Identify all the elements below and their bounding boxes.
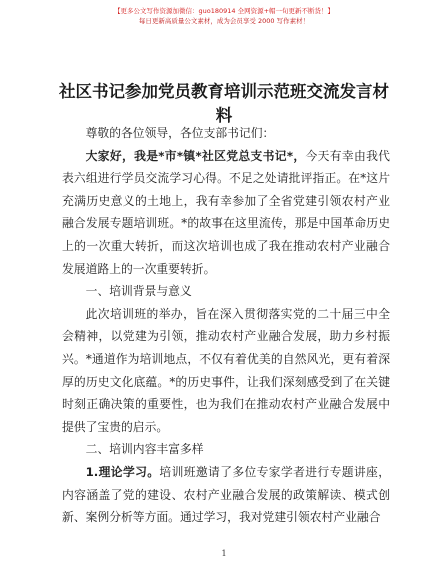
document-body: [62, 122, 390, 529]
document-title: 社区书记参加党员教育培训示范班交流发言材料: [59, 82, 389, 125]
page-number: 1: [221, 549, 227, 558]
section-1-paragraph: 此次培训班的举办，旨在深入贯彻落实党的二十届三中全会精神，以党建为引领，推动农村产业融合发展，助力乡村振兴。*通道作为培训地点，不仅有着优美的自然风光，更有着深厚的历史文化底蕴。*的历史事件，让我们深刻感受到了在关键时刻正确决策的重要性，也为我们在推动农村产业融合发展中提供了宝贵的启示。: [62, 306, 390, 434]
intro-lead: 大家好，我是*市*镇*社区党总支书记*，: [85, 148, 306, 163]
item-1-paragraph: [62, 461, 390, 529]
promo-line-1: 【更多公文写作资源加微信：guo180914 全网资源+帽一旬更新不断货！】: [113, 7, 335, 15]
item-1-lead: 1.理论学习。: [85, 464, 160, 479]
intro-text: 今天有幸由我代表六组进行学员交流学习心得。不足之处请批评指正。在*这片充满历史意义的土地上，我有幸参加了全省党建引领农村产业融合发展专题培训班。*的故事在这里流传，那是中国革命历史上的一次重大转折，而这次培训也成了我在推动农村产业融合发展道路上的一次重要转折。: [62, 148, 390, 276]
section-heading-1: 一、培训背景与意义: [85, 284, 192, 299]
salutation: 尊敬的各位领导，各位支部书记们：: [85, 126, 275, 140]
item-1-text: 培训班邀请了多位专家学者进行专题讲座，内容涵盖了党的建设、农村产业融合发展的政策解读、模式创新、案例分析等方面。通过学习，我对党建引领农村产业融合: [62, 464, 390, 525]
section-heading-2: 二、培训内容丰富多样: [85, 442, 204, 457]
promo-line-2: 每日更新高质量公文素材，成为会员享受 2000 写作素材！: [138, 17, 310, 25]
promo-banner: [0, 6, 448, 26]
intro-paragraph: [62, 145, 390, 281]
